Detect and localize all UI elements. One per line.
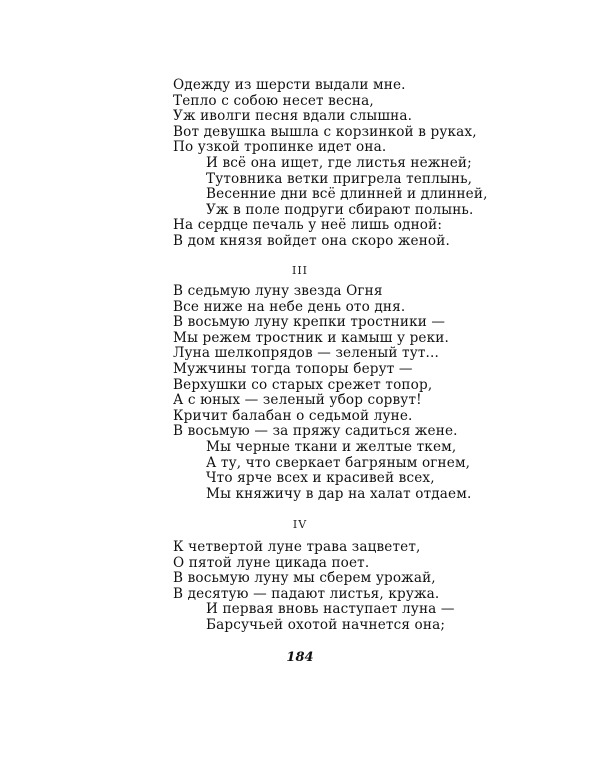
poem-line: В седьмую луну звезда Огня: [173, 283, 383, 299]
poem-line: Что ярче всех и красивей всех,: [206, 470, 435, 487]
stanza-section-4: [173, 540, 493, 634]
poem-line: Тепло с собою несет весна,: [173, 92, 374, 109]
section-number-4: IV: [292, 518, 308, 531]
stanza-continued: [173, 78, 493, 250]
stanza-section-3: [173, 284, 493, 502]
section-number-3: III: [291, 264, 309, 277]
poem-line: Уж иволги песня вдали слышна.: [173, 108, 413, 125]
poem-line: На сердце печаль у неё лишь одной:: [173, 217, 443, 234]
poem-line: Вот девушка вышла с корзинкой в руках,: [173, 123, 477, 140]
poem-line: В восьмую — за пряжу садиться жене.: [173, 423, 458, 440]
page-number: 184: [286, 650, 314, 665]
poem-line: Все ниже на небе день ото дня.: [173, 298, 406, 315]
poem-line: В восьмую луну мы сберем урожай,: [173, 570, 436, 587]
poem-line: К четвертой луне трава зацветет,: [173, 539, 421, 555]
poem-line: Мы княжичу в дар на халат отдаем.: [206, 485, 472, 502]
poem-line: О пятой луне цикада поет.: [173, 554, 370, 571]
poem-line: Кричит балабан о седьмой луне.: [173, 407, 413, 424]
poem-line: А ту, что сверкает багряным огнем,: [206, 454, 471, 471]
poem-line: В восьмую луну крепки тростники —: [173, 314, 446, 331]
poem-line: А с юных — зеленый убор сорвут!: [173, 392, 422, 409]
poem-line: По узкой тропинке идет она.: [173, 139, 387, 156]
poem-line: В дом князя войдет она скоро женой.: [173, 232, 450, 249]
poem-line: Мы черные ткани и желтые ткем,: [206, 438, 457, 455]
poem-line: Барсучьей охотой начнется она;: [206, 616, 446, 633]
poem-line: Одежду из шерсти выдали мне.: [173, 77, 406, 93]
poem-line: Тутовника ветки пригрела теплынь,: [206, 170, 473, 187]
poem-line: Луна шелкопрядов — зеленый тут...: [173, 345, 439, 362]
poem-line: Весенние дни всё длинней и длинней,: [206, 186, 488, 203]
poem-line: Мужчины тогда топоры берут —: [173, 360, 413, 377]
poem-line: Верхушки со старых срежет топор,: [173, 376, 433, 393]
poem-line: В десятую — падают листья, кружа.: [173, 585, 440, 602]
poem-line: И первая вновь наступает луна —: [206, 601, 455, 618]
poem-line: И всё она ищет, где листья нежней;: [206, 154, 472, 171]
poem-line: Уж в поле подруги сбирают полынь.: [206, 201, 474, 218]
poem-line: Мы режем тростник и камыш у реки.: [173, 329, 449, 346]
